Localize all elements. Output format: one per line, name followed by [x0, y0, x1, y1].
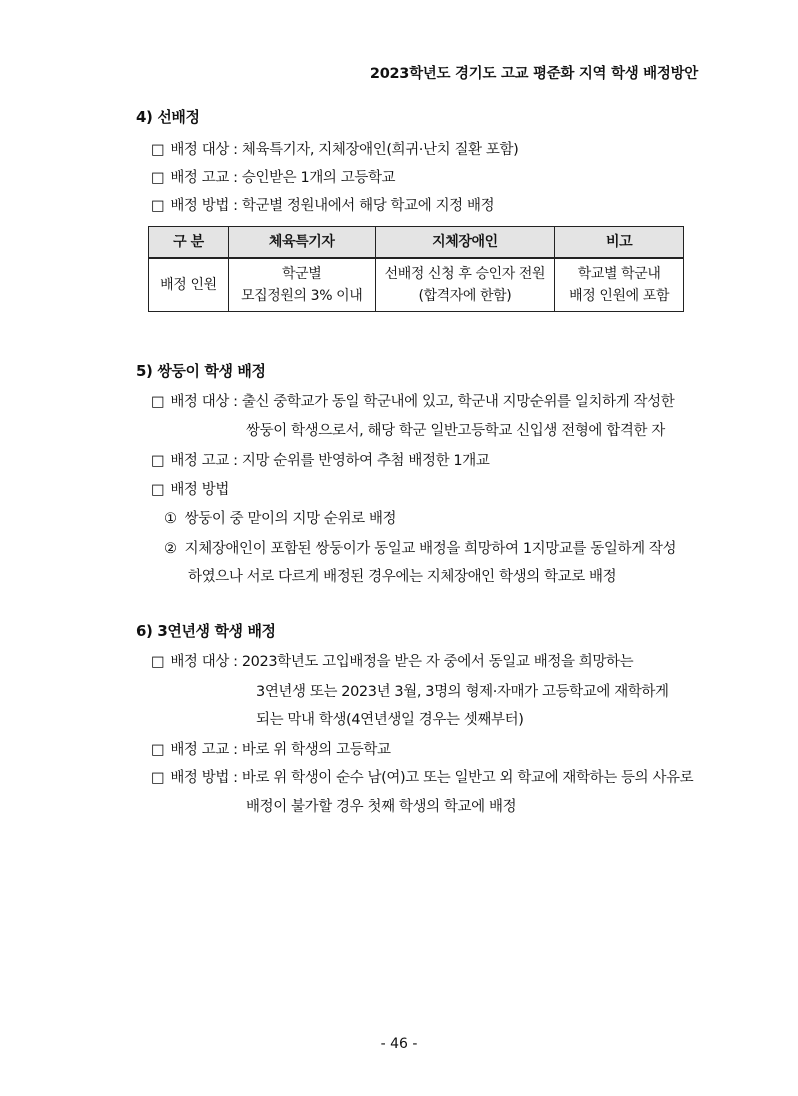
section-6-target-line1: □ 배정 대상 : 2023학년도 고입배정을 받은 자 중에서 동일교 배정을 희망하는 [151, 650, 633, 671]
table-header-category: 구 분 [149, 227, 229, 259]
page-number: - 46 - [380, 1036, 418, 1052]
section-5-method-1-text: 쌍둥이 중 맏이의 지망 순위로 배정 [184, 511, 397, 527]
table-row [149, 258, 684, 312]
section-6-school: □ 배정 고교 : 바로 위 학생의 고등학교 [151, 738, 391, 759]
section-5-school: □ 배정 고교 : 지망 순위를 반영하여 추첨 배정한 1개교 [151, 449, 489, 470]
section-4-heading: 4) 선배정 [136, 108, 200, 126]
table-cell-athlete [228, 258, 375, 312]
section-6-heading: 6) 3연년생 학생 배정 [136, 622, 276, 640]
section-5-method: □ 배정 방법 [151, 478, 229, 499]
section-4-method: □ 배정 방법 : 학군별 정원내에서 해당 학교에 지정 배정 [151, 194, 494, 215]
table-cell-disabled-line2: (합격자에 한함) [418, 288, 512, 304]
section-4-target: □ 배정 대상 : 체육특기자, 지체장애인(희귀·난치 질환 포함) [151, 138, 518, 159]
table-cell-label: 배정 인원 [149, 258, 229, 312]
table-cell-note [555, 258, 684, 312]
item-number-1: ① [164, 511, 177, 527]
section-5-method-2 [164, 537, 676, 558]
section-6-method-line2: 배정이 불가할 경우 첫째 학생의 학교에 배정 [246, 799, 517, 815]
table-cell-note-line2: 배정 인원에 포함 [569, 288, 670, 304]
table-cell-disabled [375, 258, 555, 312]
section-5-target-line2: 쌍둥이 학생으로서, 해당 학군 일반고등학교 신입생 전형에 합격한 자 [246, 423, 665, 439]
section-4-school: □ 배정 고교 : 승인받은 1개의 고등학교 [151, 166, 395, 187]
section-6-method-line1: □ 배정 방법 : 바로 위 학생이 순수 남(여)고 또는 일반고 외 학교에 재학하는 등의 사유로 [151, 766, 693, 787]
table-cell-note-line1: 학교별 학군내 [577, 266, 661, 282]
section-5-method-2-line2: 하였으나 서로 다르게 배정된 경우에는 지체장애인 학생의 학교로 배정 [188, 569, 617, 585]
table-header-disabled: 지체장애인 [375, 227, 555, 259]
table-header-row [149, 227, 684, 259]
section-5-method-1 [164, 507, 396, 528]
section-5-method-2-text: 지체장애인이 포함된 쌍둥이가 동일교 배정을 희망하여 1지망교를 동일하게 작성 [184, 541, 677, 557]
table-header-athlete: 체육특기자 [228, 227, 375, 259]
section-5-heading: 5) 쌍둥이 학생 배정 [136, 362, 266, 380]
table-cell-disabled-line1: 선배정 신청 후 승인자 전원 [384, 266, 546, 282]
item-number-2: ② [164, 541, 177, 557]
document-header: 2023학년도 경기도 고교 평준화 지역 학생 배정방안 [369, 66, 698, 82]
table-header-note: 비고 [555, 227, 684, 259]
section-6-target-line2: 3연년생 또는 2023년 3월, 3명의 형제·자매가 고등학교에 재학하게 [256, 684, 669, 700]
section-6-target-line3: 되는 막내 학생(4연년생일 경우는 셋째부터) [256, 712, 524, 728]
section-5-target-line1: □ 배정 대상 : 출신 중학교가 동일 학군내에 있고, 학군내 지망순위를 일치하게 작성한 [151, 390, 674, 411]
table-cell-athlete-line1: 학군별 [282, 266, 322, 282]
table-cell-athlete-line2: 모집정원의 3% 이내 [241, 288, 363, 304]
preassignment-table [148, 226, 684, 312]
